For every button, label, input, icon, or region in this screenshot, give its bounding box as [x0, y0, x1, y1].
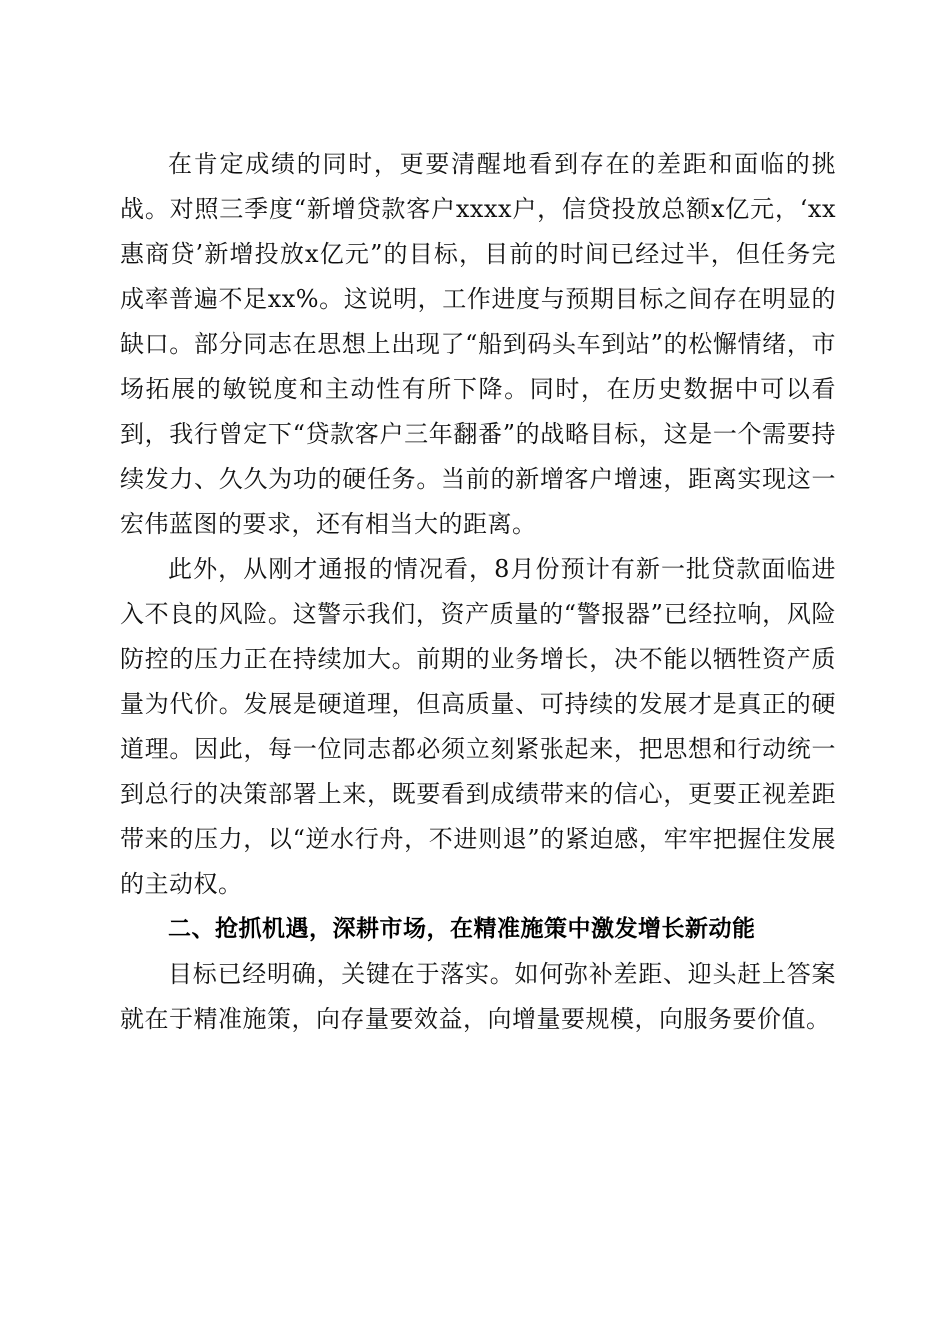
document-body — [120, 142, 836, 1042]
body-paragraph-closing: 目标已经明确，关键在于落实。如何弥补差距、迎头赶上答案就在于精准施策，向存量要效益，向增量要规模，向服务要价值。 — [120, 960, 836, 1033]
section-heading: 二、抢抓机遇，深耕市场，在精准施策中激发增长新动能 — [168, 916, 756, 942]
body-paragraph-gap-analysis: 在肯定成绩的同时，更要清醒地看到存在的差距和面临的挑战。对照三季度“新增贷款客户xxxx户，信贷投放总额x亿元，‘xx惠商贷’新增投放x亿元”的目标，目前的时间已经过半，但任务完成率普遍不足xx%。这说明，工作进度与预期目标之间存在明显的缺口。部分同志在思想上出现了“船到码头车到站”的松懈情绪，市场拓展的敏锐度和主动性有所下降。同时，在历史数据中可以看到，我行曾定下“贷款客户三年翻番”的战略目标，这是一个需要持续发力、久久为功的硬任务。当前的新增客户增速，距离实现这一宏伟蓝图的要求，还有相当大的距离。 — [120, 150, 836, 538]
body-paragraph-risk-warning: 此外，从刚才通报的情况看，8月份预计有新一批贷款面临进入不良的风险。这警示我们，资产质量的“警报器”已经拉响，风险防控的压力正在持续加大。前期的业务增长，决不能以牺牲资产质量为代价。发展是硬道理，但高质量、可持续的发展才是真正的硬道理。因此，每一位同志都必须立刻紧张起来，把思想和行动统一到总行的决策部署上来，既要看到成绩带来的信心，更要正视差距带来的压力，以“逆水行舟，不进则退”的紧迫感，牢牢把握住发展的主动权。 — [120, 555, 836, 898]
